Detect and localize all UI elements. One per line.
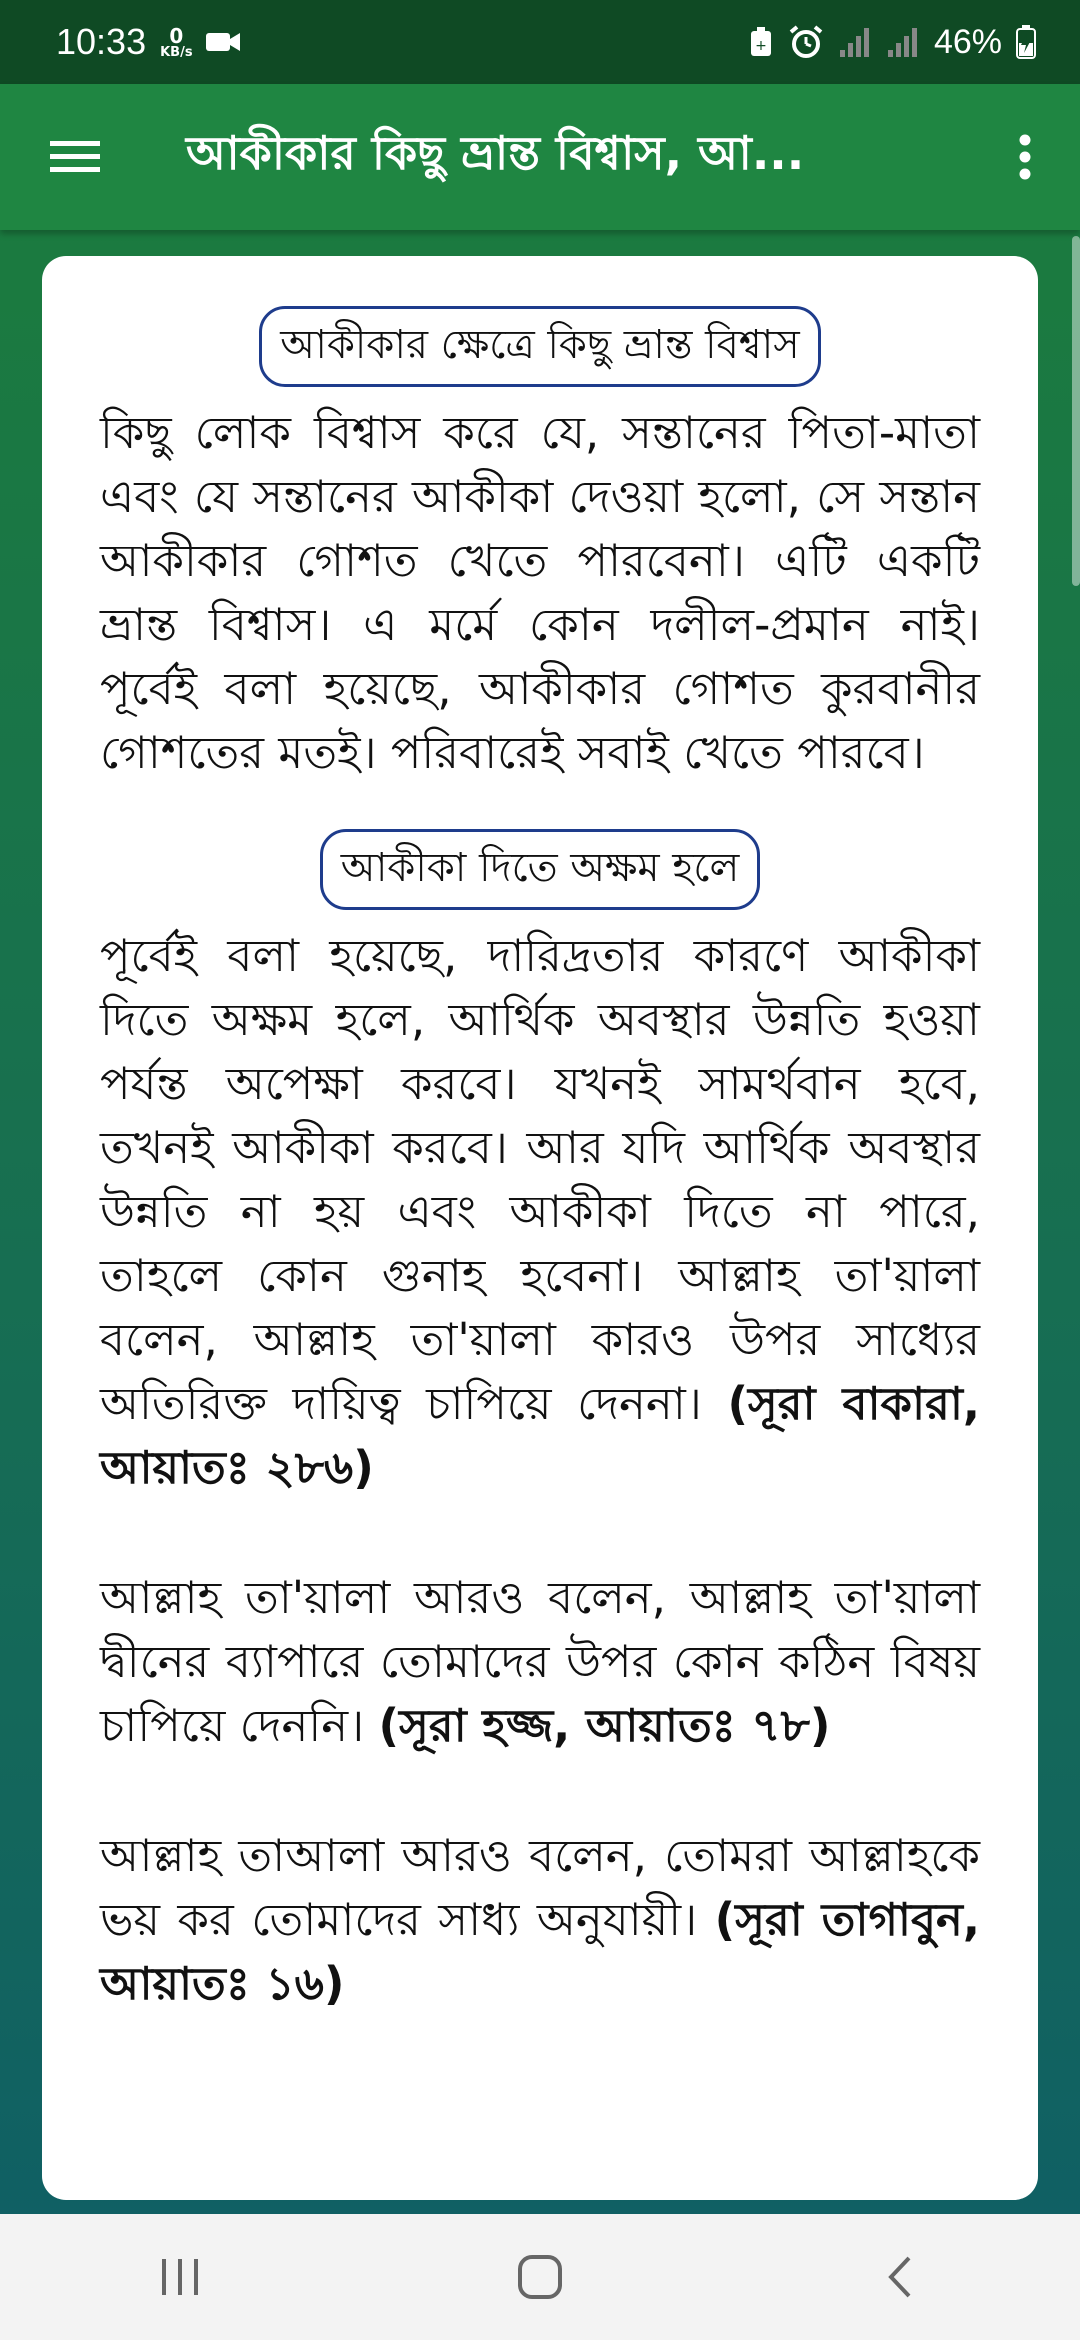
- back-icon: [885, 2255, 915, 2299]
- network-speed-value: 0: [169, 23, 184, 48]
- svg-text:+: +: [755, 38, 767, 54]
- hamburger-menu-icon: [50, 137, 100, 177]
- battery-percent: 46%: [933, 22, 1002, 61]
- paragraph-2-text: পূর্বেই বলা হয়েছে, দারিদ্রতার কারণে আকীকা দিতে অক্ষম হলে, আর্থিক অবস্থার উন্নতি হওয়া পর্যন্ত অপেক্ষা করবে। যখনই সামর্থবান হবে, তখনই আকীকা করবে। আর যদি আর্থিক অবস্থার উন্নতি না হয় এবং আকীকা দিতে না পারে, তাহলে কোন গুনাহ হবেনা। আল্লাহ তা'য়ালা বলেন, আল্লাহ তা'য়ালা কারও উপর সাধ্যের অতিরিক্ত দায়িত্ব চাপিয়ে দেননা।: [100, 929, 980, 1430]
- page-title: আকীকার কিছু ভ্রান্ত বিশ্বাস, আ...: [186, 126, 805, 180]
- paragraph-3-text: আল্লাহ তা'য়ালা আরও বলেন, আল্লাহ তা'য়ালা দ্বীনের ব্যাপারে তোমাদের উপর কোন কঠিন বিষয় চাপিয়ে দেননি।: [100, 1571, 980, 1752]
- video-camera-icon: [205, 30, 241, 54]
- network-speed: [160, 23, 193, 60]
- status-icons: [748, 23, 1036, 62]
- paragraph-4-reference: (সূরা তাগাবুন, আয়াতঃ ১৬): [100, 1893, 980, 2010]
- heading-wrap: [100, 829, 980, 910]
- battery-charging-icon: [1016, 25, 1036, 59]
- heading-wrap: [100, 306, 980, 387]
- paragraph-2-reference: (সূরা বাকারা, আয়াতঃ ২৮৬): [100, 1377, 980, 1494]
- system-nav-bar: [0, 2214, 1080, 2340]
- menu-button[interactable]: [0, 84, 150, 230]
- home-icon: [517, 2254, 563, 2300]
- recents-icon: [158, 2257, 202, 2297]
- paragraph-3: [100, 1566, 980, 1758]
- scrollbar-thumb[interactable]: [1072, 236, 1080, 586]
- more-options-button[interactable]: [970, 84, 1080, 230]
- paragraph-1: কিছু লোক বিশ্বাস করে যে, সন্তানের পিতা-মাতা এবং যে সন্তানের আকীকা দেওয়া হলো, সে সন্তান আকীকার গোশত খেতে পারবেনা। এটি একটি ভ্রান্ত বিশ্বাস। এ মর্মে কোন দলীল-প্রমান নাই। পূর্বেই বলা হয়েছে, আকীকার গোশত কুরবানীর গোশতের মতই। পরিবারেই সবাই খেতে পারবে।: [100, 406, 980, 779]
- more-vertical-icon: [1018, 134, 1032, 180]
- status-time: 10:33: [56, 21, 147, 62]
- back-button[interactable]: [840, 2227, 960, 2327]
- content-card: [42, 256, 1038, 2200]
- home-button[interactable]: [480, 2227, 600, 2327]
- battery-saver-icon: [748, 26, 774, 58]
- app-bar: [0, 84, 1080, 230]
- signal-icon-1: [838, 26, 872, 58]
- section-heading-2: আকীকা দিতে অক্ষম হলে: [320, 829, 761, 910]
- recents-button[interactable]: [120, 2227, 240, 2327]
- section-heading-1: আকীকার ক্ষেত্রে কিছু ভ্রান্ত বিশ্বাস: [259, 306, 820, 387]
- network-speed-unit: KB/s: [160, 44, 193, 60]
- paragraph-4-text: আল্লাহ তাআলা আরও বলেন, তোমরা আল্লাহকে ভয় কর তোমাদের সাধ্য অনুযায়ী।: [100, 1829, 980, 1946]
- signal-icon-2: [886, 26, 920, 58]
- alarm-icon: [788, 25, 824, 59]
- paragraph-2: [100, 924, 980, 1500]
- paragraph-3-reference: (সূরা হজ্জ, আয়াতঃ ৭৮): [378, 1699, 831, 1752]
- status-bar: [0, 0, 1080, 84]
- paragraph-4: [100, 1824, 980, 2016]
